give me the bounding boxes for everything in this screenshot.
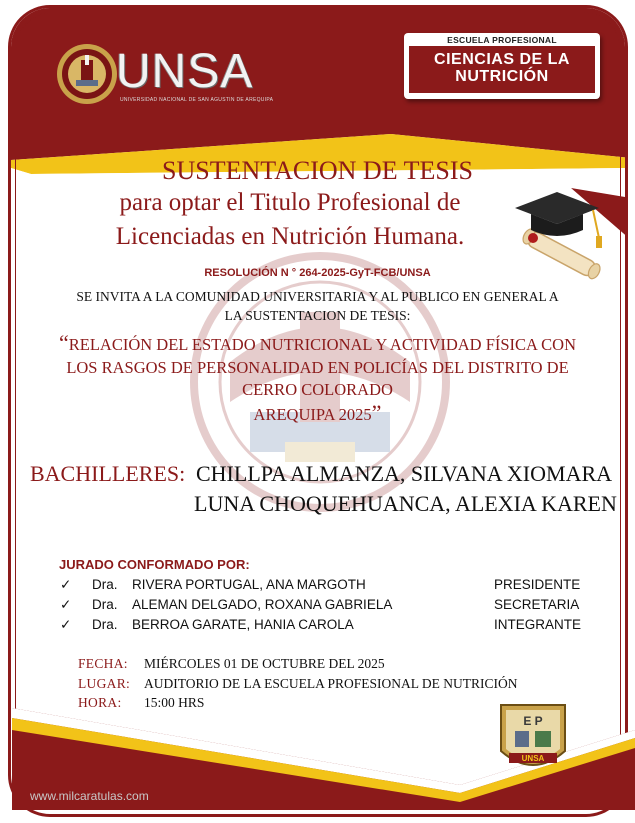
jury-member-title: Dra. — [92, 577, 118, 592]
thesis-line1: “RELACIÓN DEL ESTADO NUTRICIONAL Y ACTIVIDAD FÍSICA CON — [58, 330, 577, 355]
place-label: LUGAR: — [78, 676, 131, 691]
jury-member-row — [0, 597, 635, 615]
place-value: AUDITORIO DE LA ESCUELA PROFESIONAL DE NUTRICIÓN — [144, 676, 518, 691]
ep-unsa-shield-icon — [495, 701, 571, 779]
badge-top-text: E P — [523, 714, 543, 728]
jury-member-role: PRESIDENTE — [494, 577, 581, 592]
jury-member-name: ALEMAN DELGADO, ROXANA GABRIELA — [132, 597, 393, 612]
time-label: HORA: — [78, 695, 122, 710]
jury-member-name: BERROA GARATE, HANIA CAROLA — [132, 617, 354, 632]
badge-bottom-text: UNSA — [521, 754, 545, 763]
thesis-line2: LOS RASGOS DE PERSONALIDAD EN POLICÍAS DEL DISTRITO DE — [66, 357, 569, 377]
graduate-name: LUNA CHOQUEHUANCA, ALEXIA KAREN — [194, 491, 617, 516]
checkmark-icon: ✓ — [60, 597, 72, 612]
title-heading: SUSTENTACION DE TESIS — [162, 156, 473, 185]
time-value: 15:00 HRS — [144, 695, 205, 710]
jury-member-role: SECRETARIA — [494, 597, 580, 612]
thesis-line3: CERRO COLORADO — [242, 380, 393, 399]
invitation-line1: SE INVITA A LA COMUNIDAD UNIVERSITARIA Y AL PUBLICO EN GENERAL A — [76, 289, 559, 304]
checkmark-icon: ✓ — [60, 577, 72, 592]
school-label: ESCUELA PROFESIONAL — [447, 35, 557, 45]
school-name — [409, 46, 595, 93]
invitation-text — [40, 287, 595, 325]
invitation-line2: LA SUSTENTACION DE TESIS: — [224, 308, 411, 323]
thesis-title — [40, 332, 595, 426]
checkmark-icon: ✓ — [60, 617, 72, 632]
thesis-line4: AREQUIPA 2025” — [253, 399, 382, 425]
jury-member-title: Dra. — [92, 617, 118, 632]
jury-member-row — [0, 617, 635, 635]
resolution-number: RESOLUCIÓN N ° 264-2025-GyT-FCB/UNSA — [204, 267, 431, 279]
school-badge — [404, 33, 600, 99]
jury-member-row — [0, 577, 635, 595]
title-subtitle-line1: para optar el Titulo Profesional de — [119, 189, 461, 216]
graduates-label: BACHILLERES: — [30, 461, 186, 486]
unsa-seal-icon — [56, 43, 118, 105]
graduate-name: CHILLPA ALMANZA, SILVANA XIOMARA — [196, 461, 613, 486]
jury-member-title: Dra. — [92, 597, 118, 612]
close-quote: ” — [371, 399, 382, 425]
unsa-motto: UNIVERSIDAD NACIONAL DE SAN AGUSTIN DE AREQUIPA — [120, 97, 274, 103]
website-credit: www.milcaratulas.com — [30, 789, 149, 803]
date-value: MIÉRCOLES 01 DE OCTUBRE DEL 2025 — [144, 656, 385, 671]
unsa-wordmark: UNSA — [116, 45, 254, 98]
school-name-line1: CIENCIAS DE LA — [434, 51, 570, 68]
jury-member-name: RIVERA PORTUGAL, ANA MARGOTH — [132, 577, 366, 592]
jury-heading: JURADO CONFORMADO POR: — [59, 557, 250, 572]
school-name-line2: NUTRICIÓN — [455, 68, 549, 85]
jury-member-role: INTEGRANTE — [494, 617, 582, 632]
date-label: FECHA: — [78, 656, 128, 671]
title-subtitle-line2: Licenciadas en Nutrición Humana. — [115, 223, 465, 250]
open-quote: “ — [58, 330, 69, 355]
